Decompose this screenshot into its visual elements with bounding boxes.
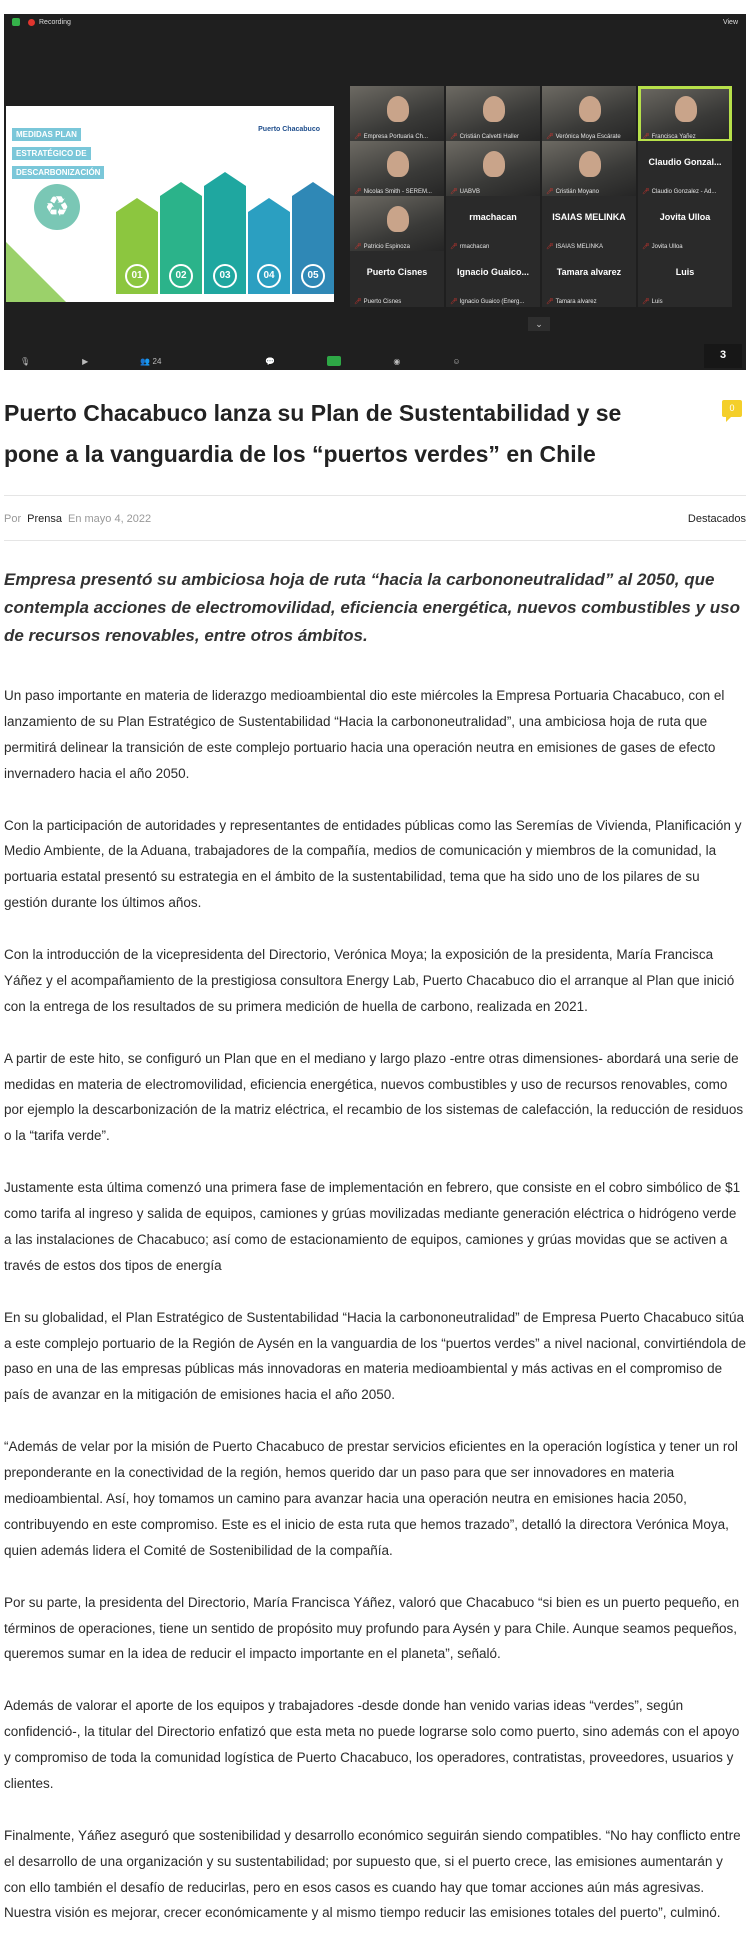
mic-muted-icon: 🎤︎ (642, 189, 650, 195)
slide-column-arrow (204, 172, 246, 186)
mic-muted-icon: 🎤︎ (354, 244, 362, 250)
slide-title-line: MEDIDAS PLAN (12, 128, 81, 141)
mic-muted-icon: 🎤︎ (450, 134, 458, 140)
participant-video (387, 96, 409, 122)
participant-label (450, 133, 519, 140)
slide-column-number: 05 (301, 264, 325, 288)
participants-count: 24 (152, 356, 162, 366)
participant-tile[interactable] (350, 86, 444, 142)
slide-decor-triangle (6, 242, 66, 302)
participant-label-text: Jovita Ulloa (651, 244, 683, 250)
participant-tile[interactable] (446, 86, 540, 142)
recording-label: Recording (39, 18, 71, 26)
participant-name: Jovita Ulloa (659, 212, 711, 222)
chat-icon[interactable]: 💬 (265, 356, 276, 366)
participant-name: Tamara alvarez (556, 267, 622, 277)
participant-tile[interactable] (638, 141, 732, 197)
mic-muted-icon: 🎤︎ (642, 134, 650, 140)
slide-logo: Puerto Chacabuco (258, 126, 320, 133)
participant-video (579, 96, 601, 122)
article-meta (4, 511, 746, 527)
participant-video (483, 151, 505, 177)
mic-muted-icon: 🎤︎ (642, 299, 650, 305)
participant-video (387, 206, 409, 232)
participant-label-text: Empresa Portuaria Ch... (363, 134, 428, 140)
participant-label (642, 243, 683, 250)
participant-video (579, 151, 601, 177)
chevron-down-icon[interactable]: ⌄ (528, 317, 550, 331)
article-paragraph: Un paso importante en materia de liderazgo medioambiental dio este miércoles la Empresa Portuaria Chacabuco, con el lanzamiento de su Plan Estratégico de Sustentabilidad “Hacia la carbononeutralidad”, una ambiciosa hoja de ruta que permitirá delinear la transición de este complejo portuario hacia una operación neutra en emisiones de gases de efecto invernadero hacia el año 2050. (4, 688, 725, 781)
mic-muted-icon: 🎤︎ (354, 189, 362, 195)
participant-label-text: Luis (651, 299, 663, 305)
participant-video (675, 96, 697, 122)
mic-muted-icon: 🎤︎ (546, 189, 554, 195)
slide-column (204, 172, 246, 294)
participant-name: Claudio Gonzal... (648, 157, 722, 167)
meeting-screenshot (4, 14, 746, 370)
view-button: View (722, 18, 738, 26)
mic-muted-icon: 🎤︎ (546, 299, 554, 305)
participant-label-text: UABVB (459, 189, 480, 195)
participant-tile[interactable] (350, 196, 444, 252)
recycle-icon: ♻ (34, 184, 80, 230)
participant-label (450, 188, 480, 195)
slide-title-line: DESCARBONIZACIÓN (12, 166, 104, 179)
participant-label-text: Ignacio Guaico (Energ... (459, 299, 525, 305)
category-link[interactable]: Destacados (687, 513, 746, 525)
participant-name: Ignacio Guaico... (456, 267, 529, 277)
article-paragraph: “Además de velar por la misión de Puerto Chacabuco de prestar servicios eficientes en la operación logística y tener un rol preponderante en la conectividad de la región, hemos querido dar un paso para que ser innovadores en materia medioambiental. Así, hoy tomamos un camino para avanzar hacia una operación neutra en emisiones hacia 2050, contribuyendo en este compromiso. Este es el inicio de esta ruta que hemos trazado”, detalló la directora Verónica Moya, quien además lidera el Comité de Sostenibilidad de la compañía. (4, 1439, 738, 1558)
article-paragraph: Por su parte, la presidenta del Directorio, María Francisca Yáñez, valoró que Chacabuco “si bien es un puerto pequeño, en términos de operaciones, tiene un sentido de propósito muy profundo para Aysén y para Chile. Aunque seamos pequeños, queremos sumar en la idea de reducir el impacto importante en el planeta”, señaló. (4, 1594, 740, 1662)
participant-label-text: Nicolas Smith - SEREM... (363, 189, 432, 195)
slide-column-number: 04 (257, 264, 281, 288)
article-paragraph: En su globalidad, el Plan Estratégico de Sustentabilidad “Hacia la carbononeutralidad” de Empresa Puerto Chacabuco sitúa a este complejo portuario de la Región de Aysén en la vanguardia de los “puertos verdes” a nivel nacional, convirtiéndola de paso en una de las empresas públicas más innovadoras en materia medioambiental y más activas en el compromiso de país de avanzar en la mitigación de emisiones hacia el año 2050. (4, 1309, 746, 1403)
comments-count-badge[interactable]: 0 (722, 400, 742, 417)
participant-label (450, 243, 489, 250)
participants-icon[interactable]: 👥 24 (140, 356, 162, 366)
reactions-icon[interactable]: ☺ (452, 356, 461, 366)
participant-tile[interactable] (542, 141, 636, 197)
participant-video (387, 151, 409, 177)
participant-label (354, 133, 428, 140)
mic-muted-icon: 🎤︎ (354, 299, 362, 305)
participant-label (546, 188, 599, 195)
participant-label-text: Cristián Moyano (555, 189, 599, 195)
article-title: Puerto Chacabuco lanza su Plan de Sustentabilidad y se pone a la vanguardia de los “puertos verdes” en Chile (4, 400, 622, 467)
participant-label-text: Claudio Gonzalez - Ad... (651, 189, 717, 195)
participant-label-text: ISAIAS MELINKA (555, 244, 603, 250)
participant-label (354, 298, 401, 305)
participant-video (483, 96, 505, 122)
count-badge: 3 (704, 344, 742, 368)
slide-column-number: 01 (125, 264, 149, 288)
article-paragraph: Justamente esta última comenzó una primera fase de implementación en febrero, que consiste en el cobro simbólico de $1 como tarifa al ingreso y salida de equipos, camiones y grúas movilizadas mediante generación eléctrica o hidrógeno verde a las instalaciones de Chacabuco; así como de estacionamiento de equipos, camiones y grúas movidas que se activen a través de estos dos tipos de energía (4, 1180, 741, 1273)
record-icon (28, 19, 35, 26)
slide-column (292, 182, 334, 294)
participant-label-text: Tamara alvarez (555, 299, 597, 305)
slide-column-arrow (292, 182, 334, 196)
meeting-control-bar (4, 352, 746, 370)
mic-muted-icon: 🎤︎ (642, 244, 650, 250)
author-link[interactable]: Prensa (27, 513, 62, 525)
article-paragraph: Además de valorar el aporte de los equipos y trabajadores -desde donde han venido varias ideas “verdes”, según confidenció-, la titular del Directorio enfatizó que esta meta no puede lograrse solo como puerto, sino además con el apoyo y compromiso de toda la comunidad logística de Puerto Chacabuco, los operadores, contratistas, proveedores, usuarios y clientes. (4, 1698, 740, 1791)
slide-column-arrow (248, 198, 290, 212)
participant-label (642, 298, 663, 305)
mic-muted-icon: 🎤︎ (546, 244, 554, 250)
record-button-icon[interactable]: ◉ (393, 356, 401, 366)
participant-label (642, 188, 716, 195)
article-paragraph: A partir de este hito, se configuró un Plan que en el mediano y largo plazo -entre otras dimensiones- abordará una serie de medidas en materia de electromovilidad, eficiencia energética, nuevos combustibles y uso de recursos renovables, como por ejemplo la descarbonización de la matriz eléctrica, el recambio de los sistemas de calefacción, la reducción de residuos o la “tarifa verde”. (4, 1050, 744, 1144)
slide-columns (116, 172, 334, 294)
mic-muted-icon: 🎤︎ (354, 134, 362, 140)
participant-tile[interactable] (542, 196, 636, 252)
mic-muted-icon: 🎤︎ (450, 244, 458, 250)
by-label: Por (4, 513, 22, 525)
mic-muted-icon: 🎤︎ (450, 299, 458, 305)
participant-tile[interactable] (638, 86, 732, 142)
participant-name: Puerto Cisnes (366, 267, 428, 277)
video-icon[interactable]: ▶ (82, 356, 89, 366)
mute-icon[interactable]: 🎙 (20, 356, 31, 366)
shared-slide (6, 106, 334, 302)
participant-name: Luis (675, 267, 695, 277)
participant-label-text: Francisca Yañez (651, 134, 696, 140)
participant-tile[interactable] (446, 196, 540, 252)
participant-tile[interactable] (638, 196, 732, 252)
shield-icon (12, 18, 20, 26)
article-lead: Empresa presentó su ambiciosa hoja de ruta “hacia la carbononeutralidad” al 2050, que contempla acciones de electromovilidad, eficiencia energética, nuevos combustibles y uso de recursos renovables, entre otros ámbitos. (4, 570, 740, 645)
slide-column-number: 03 (213, 264, 237, 288)
divider (4, 495, 746, 496)
article-paragraph: Finalmente, Yáñez aseguró que sostenibilidad y desarrollo económico seguirán siendo compatibles. “No hay conflicto entre el desarrollo de una organización y su sustentabilidad; por supuesto que, si el puerto crece, las emisiones aumentarán y con ello también el desafío de reducirlas, pero en esos casos es cuando hay que tomar acciones aún más agresivas. Nuestra visión es mejorar, crecer económicamente y al mismo tiempo reducir las emisiones totales del puerto”, culminó. (4, 1827, 741, 1921)
meeting-top-bar (4, 14, 746, 30)
participant-label-text: Patricio Espinoza (363, 244, 410, 250)
participant-label-text: rmachacan (459, 244, 490, 250)
participant-tile[interactable] (350, 141, 444, 197)
participant-label (450, 298, 524, 305)
participant-tile[interactable] (446, 251, 540, 307)
participant-tile[interactable] (542, 86, 636, 142)
participant-name: rmachacan (469, 212, 517, 222)
participant-tile[interactable] (350, 251, 444, 307)
slide-title-line: ESTRATÉGICO DE (12, 147, 91, 160)
participant-label (642, 133, 696, 140)
participant-label (354, 188, 432, 195)
participant-label-text: Puerto Cisnes (363, 299, 402, 305)
mic-muted-icon: 🎤︎ (546, 134, 554, 140)
participant-tile[interactable] (446, 141, 540, 197)
participant-label (546, 298, 597, 305)
slide-column-arrow (116, 198, 158, 212)
participant-label (546, 133, 621, 140)
slide-column (116, 198, 158, 294)
participant-tile[interactable] (638, 251, 732, 307)
slide-column (160, 182, 202, 294)
divider (4, 540, 746, 541)
slide-title (12, 124, 132, 181)
participant-name: ISAIAS MELINKA (552, 212, 626, 222)
article-paragraph: Con la participación de autoridades y representantes de entidades públicas como las Seremías de Vivienda, Planificación y Medio Ambiente, de la Aduana, trabajadores de la compañía, medios de comunicación y miembros de la comunidad, la portuaria estatal presentó su estrategia en el ámbito de la sustentabilidad, tema que ha sido uno de los pilares de su gestión durante los últimos años. (4, 817, 742, 911)
slide-column (248, 198, 290, 294)
post-date: En mayo 4, 2022 (67, 513, 152, 525)
participant-tile[interactable] (542, 251, 636, 307)
article-body (4, 683, 746, 1952)
slide-column-number: 02 (169, 264, 193, 288)
participant-label (354, 243, 410, 250)
mic-muted-icon: 🎤︎ (450, 189, 458, 195)
participant-label (546, 243, 603, 250)
share-screen-icon[interactable] (327, 356, 341, 366)
slide-column-arrow (160, 182, 202, 196)
participant-label-text: Cristián Calvetti Haller (459, 134, 519, 140)
participant-label-text: Verónica Moya Escárate (555, 134, 621, 140)
article-paragraph: Con la introducción de la vicepresidenta del Directorio, Verónica Moya; la exposición de la presidenta, María Francisca Yáñez y el acompañamiento de la prestigiosa consultora Energy Lab, Puerto Chacabuco dio el arranque al Plan que inició con la entrega de los resultados de su primera medición de huella de carbono, realizada en 2021. (4, 947, 735, 1014)
